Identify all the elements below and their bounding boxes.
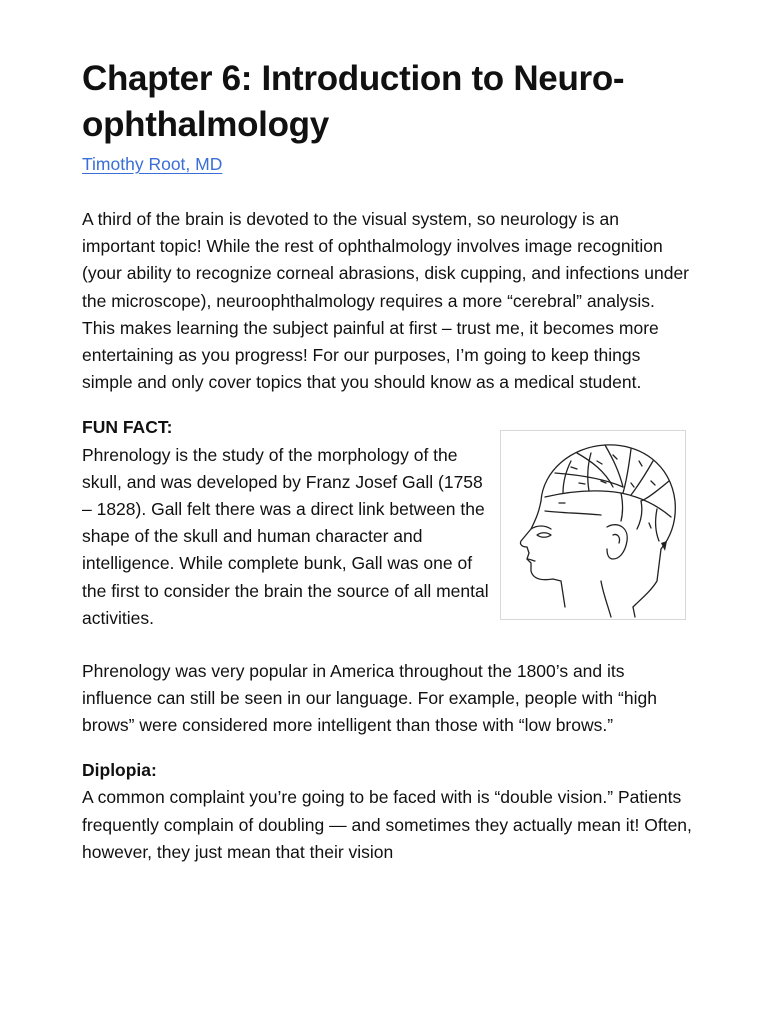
fun-fact-paragraph: Phrenology is the study of the morphology of the skull, and was developed by Franz Josef Gall (1758 – 1828). Gall felt there was a direct link between the shape of the skull and human character and intelligence. While complete bunk, Gall was one of the first to consider the brain the source of all mental activities.	[82, 444, 489, 628]
document-page	[82, 0, 692, 866]
intro-paragraph: A third of the brain is devoted to the visual system, so neurology is an important topic! While the rest of ophthalmology involves image recognition (your ability to recognize corneal abrasions, disk cupping, and infections under the microscope), neuroophthalmology requires a more “cerebral” analysis. This makes learning the subject painful at first – trust me, it becomes more entertaining as you progress! For our purposes, I’m going to keep things simple and only cover topics that you should know as a medical student.	[82, 209, 690, 393]
phrenology-head-illustration	[500, 430, 686, 620]
diplopia-paragraph: A common complaint you’re going to be faced with is “double vision.” Patients frequently complain of doubling — and sometimes they actually mean it! Often, however, they just mean that their vision	[82, 787, 692, 862]
diplopia-heading: Diplopia:	[82, 760, 157, 781]
phrenology-paragraph: Phrenology was very popular in America throughout the 1800’s and its influence can still be seen in our language. For example, people with “high brows” were considered more intelligent than those with “low brows.”	[82, 660, 657, 736]
fun-fact-heading: FUN FACT:	[82, 417, 173, 438]
page-title: Chapter 6: Introduction to Neuro-ophthalmology	[82, 59, 625, 144]
fun-fact-block	[82, 442, 692, 634]
phrenology-head-drawing	[501, 431, 685, 619]
author-link[interactable]: Timothy Root, MD	[82, 154, 223, 174]
